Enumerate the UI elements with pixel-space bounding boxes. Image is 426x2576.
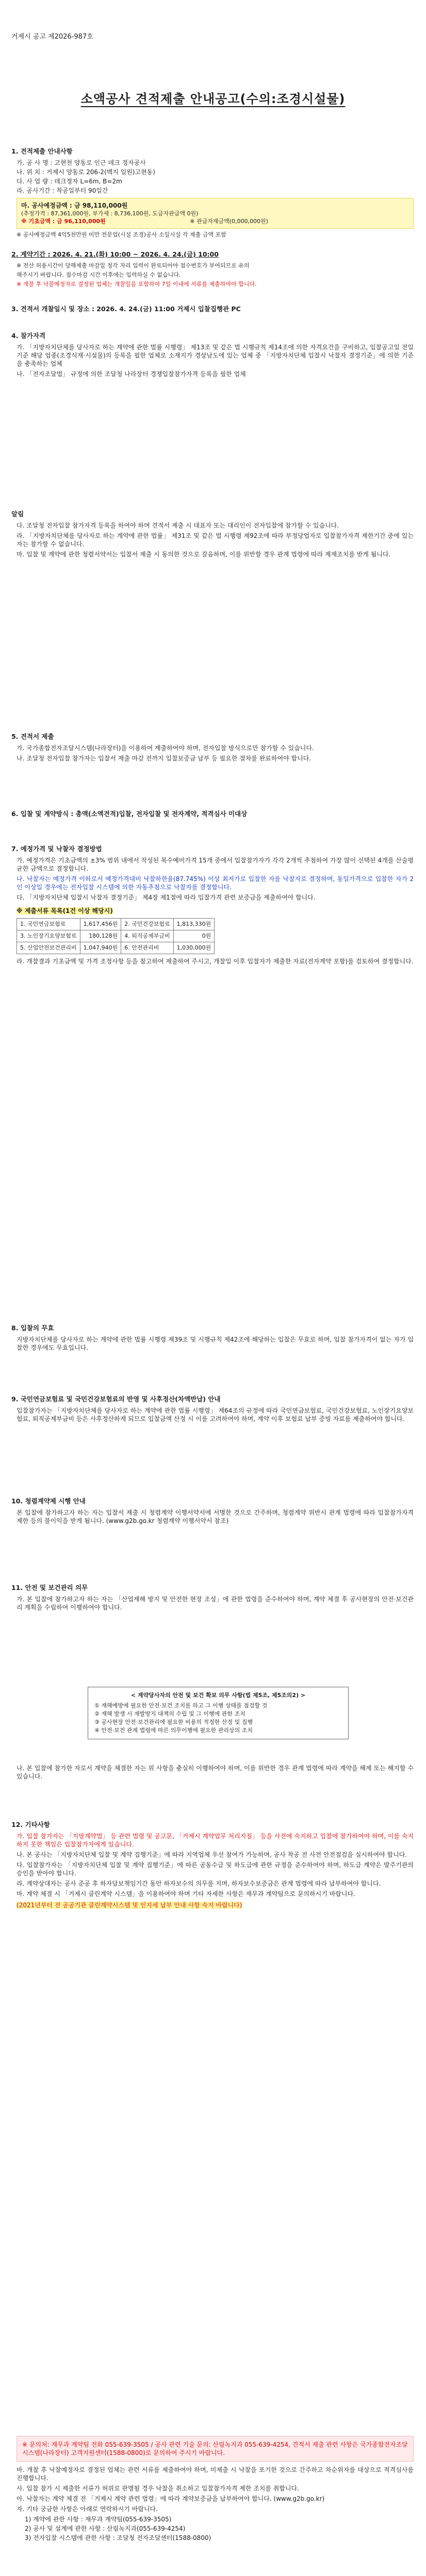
submission-b: 나. 조달청 전자입찰 참가자는 입찰서 제출 마감 전까지 입찰보증금 납부 등 필요한 절차를 완료하여야 합니다. xyxy=(17,755,312,762)
table-row xyxy=(17,919,215,930)
project-scope: 다. 사 업 량 : 데크정자 L=6m, B=2m xyxy=(17,178,122,185)
list-item: 1) 계약에 관한 사항 : 재무과 계약팀(055-639-3505) xyxy=(25,2516,172,2523)
etc-f: 바. 개찰 후 낙찰예정자로 결정된 업체는 관련 서류를 제출하여야 하며, 미제출 시 낙찰을 포기한 것으로 간주하고 차순위자를 대상으로 적격심사를 진행합니다. xyxy=(17,2466,414,2482)
invalid-text: 지방자치단체를 당사자로 하는 계약에 관한 법률 시행령 제39조 및 시행규칙 제42조에 해당하는 입찰은 무효로 하며, 입찰 참가자격이 없는 자가 입찰한 경우에도 무효입니다. xyxy=(17,1336,414,1351)
period-note-1: ※ 전산 허용시간이 당해제출 마감일 정각 자리 입력이 완료되어야 접수번호가 부여되므로 유의 xyxy=(17,262,250,269)
price-note: ※ 공사예정금액 4억5천만원 미만 전문업(시설 조경)공사 소일시설 각 제출 금액 포함 xyxy=(17,231,226,238)
table-caption xyxy=(17,907,414,915)
table-cell: 4. 퇴직공제부금비 xyxy=(121,930,173,942)
section-submission xyxy=(11,733,414,765)
section-method xyxy=(11,810,414,821)
duty-box-title: < 계약당사자의 안전 및 보건 확보 의무 사항(법 제5조, 제5조의2) > xyxy=(130,1692,306,1699)
project-name: 가. 공 사 명 : 고현천 양동로 인근 데크 정자공사 xyxy=(17,159,146,166)
price-head: 마. 공사예정금액 : 금 98,110,000원 xyxy=(21,202,128,209)
table-cell: 1,047,940원 xyxy=(80,942,121,954)
list-item: 2) 공사 및 설계에 관한 사항 : 산림녹지과(055-639-4254) xyxy=(25,2525,186,2532)
period-note-2: 해주시기 바랍니다. 접수마감 시간 이후에는 입력하실 수 없습니다. xyxy=(17,272,181,278)
section-price xyxy=(11,845,414,968)
duty-item: ④ 안전·보건 관계 법령에 따른 의무이행에 필요한 관리상의 조치 xyxy=(94,1727,253,1734)
table-cell: 1,617,456원 xyxy=(80,919,121,930)
etc-d: 라. 계약상대자는 공사 준공 후 하자담보책임기간 동안 하자보수의 의무를 지며, 하자보수보증금은 관계 법령에 따라 납부하여야 합니다. xyxy=(17,1880,381,1887)
price-box xyxy=(17,198,414,229)
project-location: 나. 위 치 : 거제시 양동로 206-2(백지 일원)고현동) xyxy=(17,168,155,176)
period-note-3: ※ 개찰 후 낙찰예정자로 결정된 업체는 개찰일을 포함하여 7일 이내에 서류를 제출하여야 합니다. xyxy=(17,281,257,287)
note-e: 마. 입찰 및 계약에 관한 청렴서약서는 입찰서 제출 시 동의한 것으로 갈음하며, 이를 위반할 경우 관계 법령에 따라 제재조치를 받게 됩니다. xyxy=(17,551,391,558)
etc-c: 다. 입찰참가자는 「지방자치단체 입찰 및 계약 집행기준」에 따른 공동수급 및 하도급에 관한 규정을 준수하여야 하며, 하도급 계약은 발주기관의 승인을 받아야 합니다. xyxy=(17,1861,414,1877)
contact-box-text: ※ 문의처: 재무과 계약팀 전화 055-639-3505 / 공사 관련 기술 문의: 산림녹지과 055-639-4254, 견적서 제출 관련 사항은 국가종합전자조달시스템(나라장터) 고객지원센터(1588-0800)로 문의하여 주시기 바랍니다. xyxy=(22,2441,408,2456)
base-amount: ※ 기초금액 : 금 96,110,000원 xyxy=(21,218,106,225)
contact-list-head: 자. 기타 궁금한 사항은 아래로 연락하시기 바랍니다. xyxy=(17,2505,158,2513)
duty-item: ① 재해예방에 필요한 안전·보건 조치를 하고 그 이행 상태를 점검할 것 xyxy=(94,1702,268,1709)
etc-g: 사. 입찰 참가 시 제출한 서류가 허위로 판명될 경우 낙찰을 취소하고 입찰참가자격 제한 조치를 취합니다. xyxy=(17,2485,299,2492)
contact-box xyxy=(17,2436,414,2462)
price-base-row xyxy=(21,217,409,225)
price-breakdown: (추정가격 : 87,361,000원, 부가세 : 8,736,100원, 도급자관급액 0원) xyxy=(21,210,199,217)
section-etc-2 xyxy=(11,2432,414,2543)
table-caption-text: ※ 제출서류 목록(1건 이상 해당시) xyxy=(17,907,113,914)
project-period: 라. 공사기간 : 착공일부터 90일간 xyxy=(17,187,108,194)
safety-a: 가. 본 입찰에 참가하고자 하는 자는 「산업재해 방지 및 안전한 현장 조성」에 관한 법령을 준수하여야 하며, 계약 체결 후 공사현장의 안전·보건관리 계획을 수립하여 이행하여야 합니다. xyxy=(17,1596,414,1611)
table-cell: 6. 안전관리비 xyxy=(121,942,173,954)
section-heading: 4. 참가자격 xyxy=(11,332,46,340)
list-item: 3) 전자입찰 시스템에 관한 사항 : 조달청 전자조달센터(1588-0800) xyxy=(25,2534,211,2541)
price-d: 라. 개찰결과 기초금액 및 가격 조정사항 등을 참고하여 제출하여 주시고, 개찰일 이후 입찰자가 제출한 자료(전자계약 포함)를 검토하여 결정합니다. xyxy=(17,958,414,965)
etc-a-text: 가. 입찰 참가자는 「지방계약법」 등 관련 법령 및 공고문, 「거제시 계약업무 처리지침」 등을 사전에 숙지하고 입찰에 참가하여야 하며, 이를 숙지하지 못한 책임은 입찰참가자에게 있습니다. xyxy=(17,1833,414,1848)
price-a: 가. 예정가격은 기초금액의 ±3% 범위 내에서 작성된 복수예비가격 15개 중에서 입찰참가자가 각각 2개씩 추첨하여 가장 많이 선택된 4개를 산술평균한 금액으로 결정합니다. xyxy=(17,857,414,872)
duty-item: ② 재해 발생 시 재발방지 대책의 수립 및 그 이행에 관한 조치 xyxy=(94,1710,245,1717)
section-safety xyxy=(11,1584,414,1614)
eligibility-a: 가. 「지방자치단체를 당사자로 하는 계약에 관한 법률 시행령」 제13조 및 같은 법 시행규칙 제14조에 의한 자격요건을 구비하고, 입찰공고일 전일 기준 해당 업종(조경식재·시설물)의 등록을 필한 업체로 소재지가 경상남도에 있는 업체 중 「지방자치단체 입찰시 낙찰자 결정기준」에 의한 기준을 충족하는 업체 xyxy=(17,344,414,367)
section-integrity xyxy=(11,1497,414,1527)
method-text: 6. 입찰 및 계약방식 : 총액(소액견적)입찰, 전자입찰 및 전자계약, 적격심사 미대상 xyxy=(11,810,248,818)
table-cell: 2. 국민건강보험료 xyxy=(121,919,173,930)
etc-e: 마. 계약 체결 시 「거제시 클린계약 시스템」을 이용하여야 하며 기타 자세한 사항은 재무과 계약팀으로 문의하시기 바랍니다. xyxy=(17,1890,355,1897)
price-c: 다. 「지방자치단체 입찰시 낙찰자 결정기준」 제4장 제1절에 따라 입찰가격 관련 보증금을 제출하여야 합니다. xyxy=(17,894,316,901)
table-cell: 0원 xyxy=(173,930,215,942)
etc-b: 나. 본 공사는 「지방자치단체 입찰 및 계약 집행기준」에 따라 지역업체 우선 참여가 가능하며, 공사 착공 전 사전 안전점검을 실시하여야 합니다. xyxy=(17,1851,407,1858)
page-title xyxy=(0,89,426,107)
duty-item: ③ 공사현장 안전·보건관리에 필요한 비용의 적정한 산정 및 집행 xyxy=(94,1719,253,1725)
section-eligibility xyxy=(11,332,414,380)
section-safety-b xyxy=(11,1762,414,1783)
integrity-text: 본 입찰에 참가하고자 하는 자는 입찰서 제출 시 청렴계약 이행서약서에 서명한 것으로 간주하며, 청렴계약 위반시 관계 법령에 따라 입찰참가자격 제한 등의 불이익을 받게 됩니다. (www.g2b.go.kr 청렴계약 이행서약서 참조) xyxy=(17,1509,414,1524)
table-row xyxy=(17,942,215,954)
price-b: 나. 낙찰자는 예정가격 이하로서 예정가격대비 낙찰하한율(87.745%) 이상 최저가로 입찰한 자를 낙찰자로 결정하며, 동일가격으로 입찰한 자가 2인 이상일 경우에는 전자입찰 시스템에 의한 자동추첨으로 낙찰자를 결정합니다. xyxy=(17,875,414,891)
table-cell: 1. 국민연금보험료 xyxy=(17,919,80,930)
period-text: 2. 계약기간 : 2026. 4. 21.(화) 10:00 ~ 2026. 4. 24.(금) 10:00 xyxy=(11,250,219,258)
table-cell: 180,128원 xyxy=(80,930,121,942)
notes-heading: 알림 xyxy=(11,510,24,518)
table-cell: 1,030,000원 xyxy=(173,942,215,954)
section-heading xyxy=(11,250,414,259)
section-etc xyxy=(11,1821,414,1910)
table-row xyxy=(17,930,215,942)
table-cell: 5. 산업안전보건관리비 xyxy=(17,942,80,954)
section-notes xyxy=(11,510,414,561)
section-period xyxy=(11,250,414,290)
section-heading: 11. 안전 및 보건관리 의무 xyxy=(11,1584,88,1591)
section-heading: 5. 견적서 제출 xyxy=(11,733,54,740)
safety-b: 나. 본 입찰에 참가한 자로서 계약을 체결한 자는 위 사항을 충실히 이행하여야 하며, 이를 위반한 경우 관계 법령에 따라 계약을 해제 또는 해지할 수 있습니다. xyxy=(17,1765,414,1780)
eligibility-b: 나. 「전자조달법」 규정에 의한 조달청 나라장터 경쟁입찰참가자격 등록을 필한 업체 xyxy=(17,370,246,378)
table-cell: 1,813,330원 xyxy=(173,919,215,930)
submission-a: 가. 국가종합전자조달시스템(나라장터)을 이용하여 제출하여야 하며, 전자입찰 방식으로만 참가할 수 있습니다. xyxy=(17,744,314,752)
yellow-note xyxy=(17,1901,414,1909)
material-amount: ※ 관급자재금액(0,000,000원) xyxy=(190,218,268,225)
cost-table xyxy=(17,918,215,954)
note-c: 다. 조달청 전자입찰 참가자격 등록을 하여야 하며 견적서 제출 시 대표자 또는 대리인이 전자입찰에 참가할 수 있습니다. xyxy=(17,522,339,529)
table-cell: 3. 노인장기요양보험료 xyxy=(17,930,80,942)
section-insurance xyxy=(11,1395,414,1425)
yellow-note-text: (2021년부터 전 공공기관 클린계약시스템 및 인지세 납부 안내 사항 숙지 바랍니다) xyxy=(17,1902,242,1909)
opening-text: 3. 견적서 개찰일시 및 장소 : 2026. 4. 24.(금) 11:00 거제시 입찰집행관 PC xyxy=(11,305,241,313)
section-opening xyxy=(11,305,414,316)
etc-a xyxy=(17,1832,414,1849)
etc-h: 아. 낙찰자는 계약 체결 전 「거제시 계약 관련 법령」에 따라 계약보증금을 납부하여야 합니다. (www.g2b.go.kr) xyxy=(17,2495,325,2502)
insurance-text: 입찰참가자는 「지방자치단체를 당사자로 하는 계약에 관한 법률 시행령」 제64조의 규정에 따라 국민연금보험료, 국민건강보험료, 노인장기요양보험료, 퇴직공제부금비 등은 사후정산하게 되므로 입찰금액 산정 시 이를 고려하여야 하며, 계약 이후 보험료 납부 증빙 자료를 제출하여야 합니다. xyxy=(17,1407,414,1422)
section-heading: 10. 청렴계약제 시행 안내 xyxy=(11,1497,86,1505)
section-heading: 9. 국민연금보험료 및 국민건강보험료의 반영 및 사후정산(차액반납) 안내 xyxy=(11,1395,221,1403)
section-heading: 12. 기타사항 xyxy=(11,1821,50,1828)
section-heading: 8. 입찰의 무효 xyxy=(11,1324,54,1332)
note-d: 라. 「지방자치단체를 당사자로 하는 계약에 관한 법률」 제31조 및 같은 법 시행령 제92조에 따라 부정당업자로 입찰참가자격 제한기간 중에 있는 자는 참가할 수 없습니다. xyxy=(17,532,414,548)
section-heading: 7. 예정가격 및 낙찰자 결정방법 xyxy=(11,845,102,853)
section-heading: 1. 견적제출 안내사항 xyxy=(11,147,73,155)
section-overview xyxy=(11,147,414,240)
notice-number: 거제시 공고 제2026-987호 xyxy=(11,33,93,41)
safety-duty-box xyxy=(88,1687,349,1739)
section-invalid xyxy=(11,1324,414,1354)
title-text: 소액공사 견적제출 안내공고(수의:조경시설물) xyxy=(80,92,346,106)
